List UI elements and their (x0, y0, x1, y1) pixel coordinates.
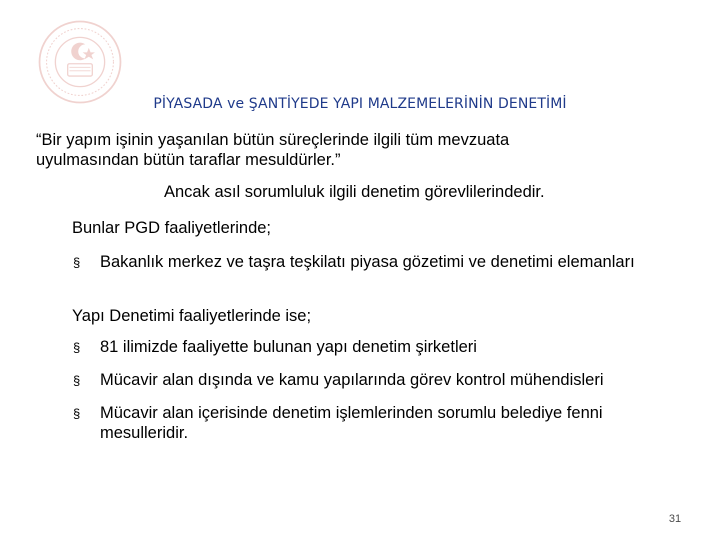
slide-title: PİYASADA ve ŞANTİYEDE YAPI MALZEMELERİNİN DENETİMİ (153, 96, 567, 112)
bullet-icon: § (73, 373, 81, 388)
list-item: 81 ilimizde faaliyette bulunan yapı denetim şirketleri (100, 338, 477, 356)
page-number: 31 (668, 513, 682, 525)
bullet-icon: § (73, 255, 81, 270)
list-item: Mücavir alan içerisinde denetim işlemlerinden sorumlu belediye fenni mesulleridir. (100, 404, 603, 442)
bullet-icon: § (73, 406, 81, 421)
list-item: Bakanlık merkez ve taşra teşkilatı piyasa gözetimi ve denetimi elemanları (100, 253, 635, 271)
list-item: Mücavir alan dışında ve kamu yapılarında görev kontrol mühendisleri (100, 371, 604, 389)
ministry-seal-icon (36, 18, 124, 106)
section-yapi-denetimi-label: Yapı Denetimi faaliyetlerinde ise; (72, 307, 312, 325)
quote-text: “Bir yapım işinin yaşanılan bütün süreçlerinde ilgili tüm mevzuata uyulmasından bütün taraflar mesuldürler.” (36, 131, 510, 169)
section-pgd-label: Bunlar PGD faaliyetlerinde; (72, 219, 272, 237)
responsibility-statement: Ancak asıl sorumluluk ilgili denetim görevlilerindedir. (164, 183, 545, 201)
bullet-icon: § (73, 340, 81, 355)
